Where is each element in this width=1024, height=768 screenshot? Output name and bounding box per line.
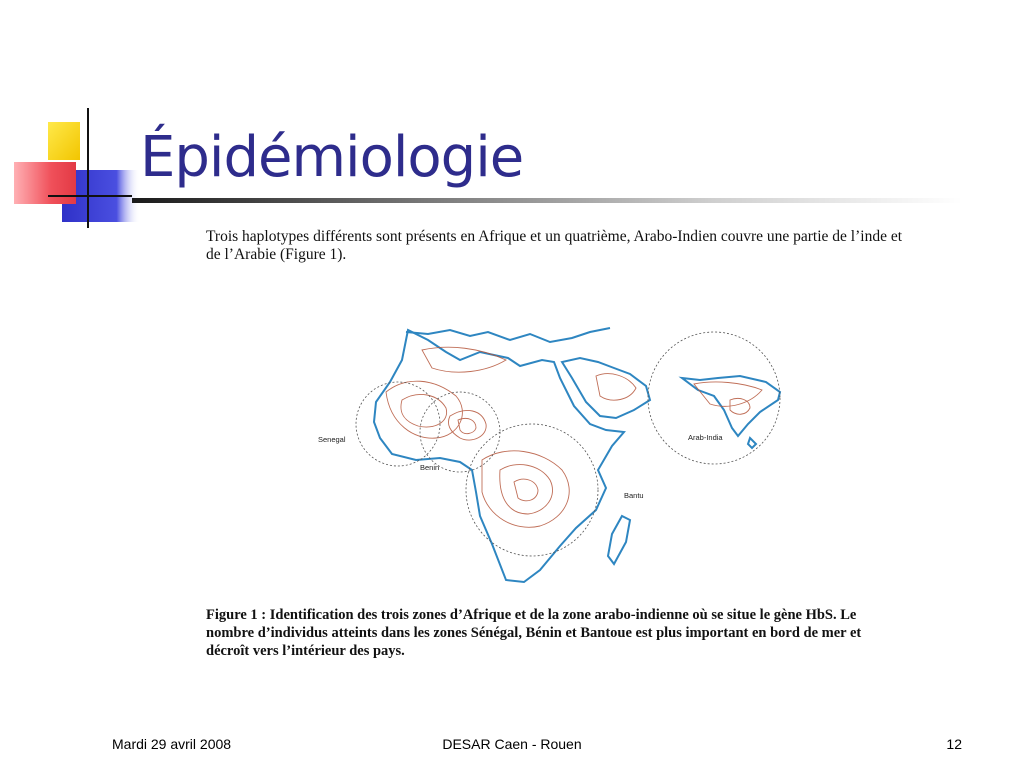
page-number: 12 (946, 736, 962, 752)
senegal-zone (356, 382, 440, 466)
label-benin: Benin (420, 463, 440, 472)
label-arab-india: Arab-India (688, 433, 723, 442)
figure-map (310, 320, 790, 590)
red-square (14, 162, 76, 204)
coastline (374, 328, 780, 582)
yellow-square (48, 122, 80, 160)
africa-outline (374, 330, 624, 582)
bantu-zone (466, 424, 598, 556)
title-underline (132, 198, 962, 203)
europe-coast (406, 328, 610, 342)
arab-india-zone (648, 332, 780, 464)
label-bantu: Bantu (624, 491, 644, 500)
figure-caption: Figure 1 : Identification des trois zones d’Afrique et de la zone arabo-indienne où se situe le gène HbS. Le nombre d’individus atteints dans les zones Sénégal, Bénin et Bantoue est plus important en bord de mer et décroît vers l’intérieur des pays. (206, 607, 862, 659)
arabia-outline (562, 358, 650, 418)
footer-date: Mardi 29 avril 2008 (112, 736, 232, 752)
title-decoration (0, 0, 140, 230)
label-senegal: Senegal (318, 435, 346, 444)
zone-circles (356, 332, 780, 556)
sri-lanka-outline (748, 438, 756, 448)
slide-title: Épidémiologie (140, 125, 524, 190)
madagascar-outline (608, 516, 630, 564)
footer-center: DESAR Caen - Rouen (442, 736, 582, 752)
benin-zone (420, 392, 500, 472)
intro-text: Trois haplotypes différents sont présents en Afrique et un quatrième, Arabo-Indien couvre une partie de l’inde et de l’Arabie (Figure 1). (206, 228, 903, 263)
